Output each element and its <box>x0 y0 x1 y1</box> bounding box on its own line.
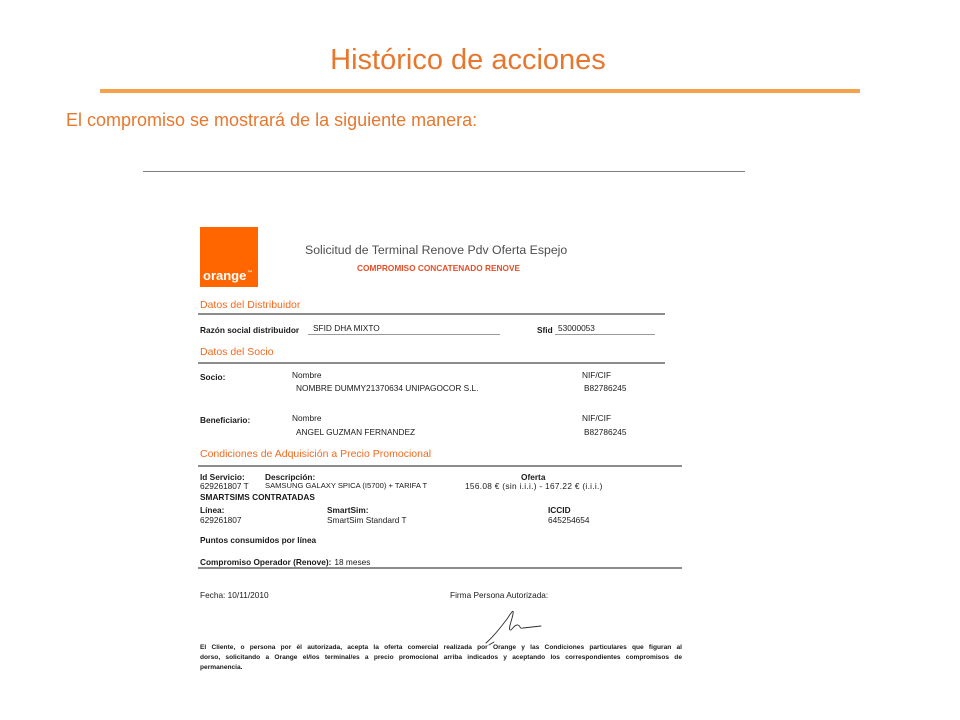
linea-label: Línea: <box>200 505 225 515</box>
logo-text: orange <box>203 268 247 283</box>
beneficiario-nombre-value: ANGEL GUZMAN FERNANDEZ <box>296 427 416 437</box>
title-underline <box>100 89 860 93</box>
smartsims-heading: SMARTSIMS CONTRATADAS <box>200 492 315 502</box>
beneficiario-label: Beneficiario: <box>200 415 251 425</box>
orange-logo-wordmark <box>203 269 252 283</box>
linea-value: 629261807 <box>200 515 242 525</box>
section-distribuidor-heading: Datos del Distribuidor <box>200 299 301 311</box>
razon-social-label: Razón social distribuidor <box>200 325 300 335</box>
beneficiario-nombre-label: Nombre <box>292 413 322 423</box>
section-rule <box>198 313 665 315</box>
oferta-label: Oferta <box>521 472 546 482</box>
slide-title: Histórico de acciones <box>330 44 606 76</box>
commitment-document-image <box>195 220 687 676</box>
sfid-field: 53000053 <box>555 322 655 335</box>
oferta-value: 156.08 € (sin i.i.i.) - 167.22 € (i.i.i.) <box>465 481 603 491</box>
section-condiciones-heading: Condiciones de Adquisición a Precio Promocional <box>200 448 432 460</box>
compromiso-operador-value: 18 meses <box>334 557 371 567</box>
orange-logo <box>200 227 258 287</box>
firma-label: Firma Persona Autorizada: <box>450 590 549 600</box>
iccid-value: 645254654 <box>548 515 590 525</box>
descripcion-value: SAMSUNG GALAXY SPICA (I5700) + TARIFA T <box>265 481 428 490</box>
socio-nif-label: NIF/CIF <box>582 370 612 380</box>
trademark-symbol: ™ <box>247 270 253 276</box>
razon-social-field: SFID DHA MIXTO <box>308 322 500 335</box>
disclaimer-line: permanencia. <box>200 664 243 671</box>
socio-nombre-label: Nombre <box>292 370 322 380</box>
document-subtitle: COMPROMISO CONCATENADO RENOVE <box>357 263 521 273</box>
socio-label: Socio: <box>200 372 226 382</box>
iccid-label: ICCID <box>548 505 571 515</box>
legal-disclaimer <box>200 643 682 673</box>
descripcion-label: Descripción: <box>265 472 316 482</box>
slide-subtitle: El compromiso se mostrará de la siguiente manera: <box>66 110 478 130</box>
document-title: Solicitud de Terminal Renove Pdv Oferta Espejo <box>305 243 568 257</box>
socio-nif-value: B82786245 <box>584 383 627 393</box>
section-rule <box>198 567 682 569</box>
section-rule <box>198 465 682 467</box>
section-rule <box>198 362 665 364</box>
socio-nombre-value: NOMBRE DUMMY21370634 UNIPAGOCOR S.L. <box>296 383 479 393</box>
sfid-label: Sfid <box>537 325 553 335</box>
divider-line <box>143 171 745 172</box>
smartsim-label: SmartSim: <box>327 505 369 515</box>
smartsim-value: SmartSim Standard T <box>327 515 407 525</box>
puntos-consumidos-label: Puntos consumidos por línea <box>200 535 317 545</box>
fecha-text: Fecha: 10/11/2010 <box>200 590 269 600</box>
beneficiario-nif-value: B82786245 <box>584 427 627 437</box>
compromiso-operador-label: Compromiso Operador (Renove): <box>200 557 332 567</box>
disclaimer-line: El Cliente, o persona por él autorizada, acepta la oferta comercial realizada por Orange y las Condiciones particulares que figuran al <box>200 644 682 651</box>
section-socio-heading: Datos del Socio <box>200 346 274 358</box>
beneficiario-nif-label: NIF/CIF <box>582 413 612 423</box>
id-servicio-label: Id Servicio: <box>200 472 245 482</box>
disclaimer-line: dorso, solicitando a Orange el/los terminal/es a precio promocional arriba indicados y aceptando los correspondientes compromisos de <box>200 654 682 661</box>
id-servicio-value: 629261807 T <box>200 481 249 491</box>
